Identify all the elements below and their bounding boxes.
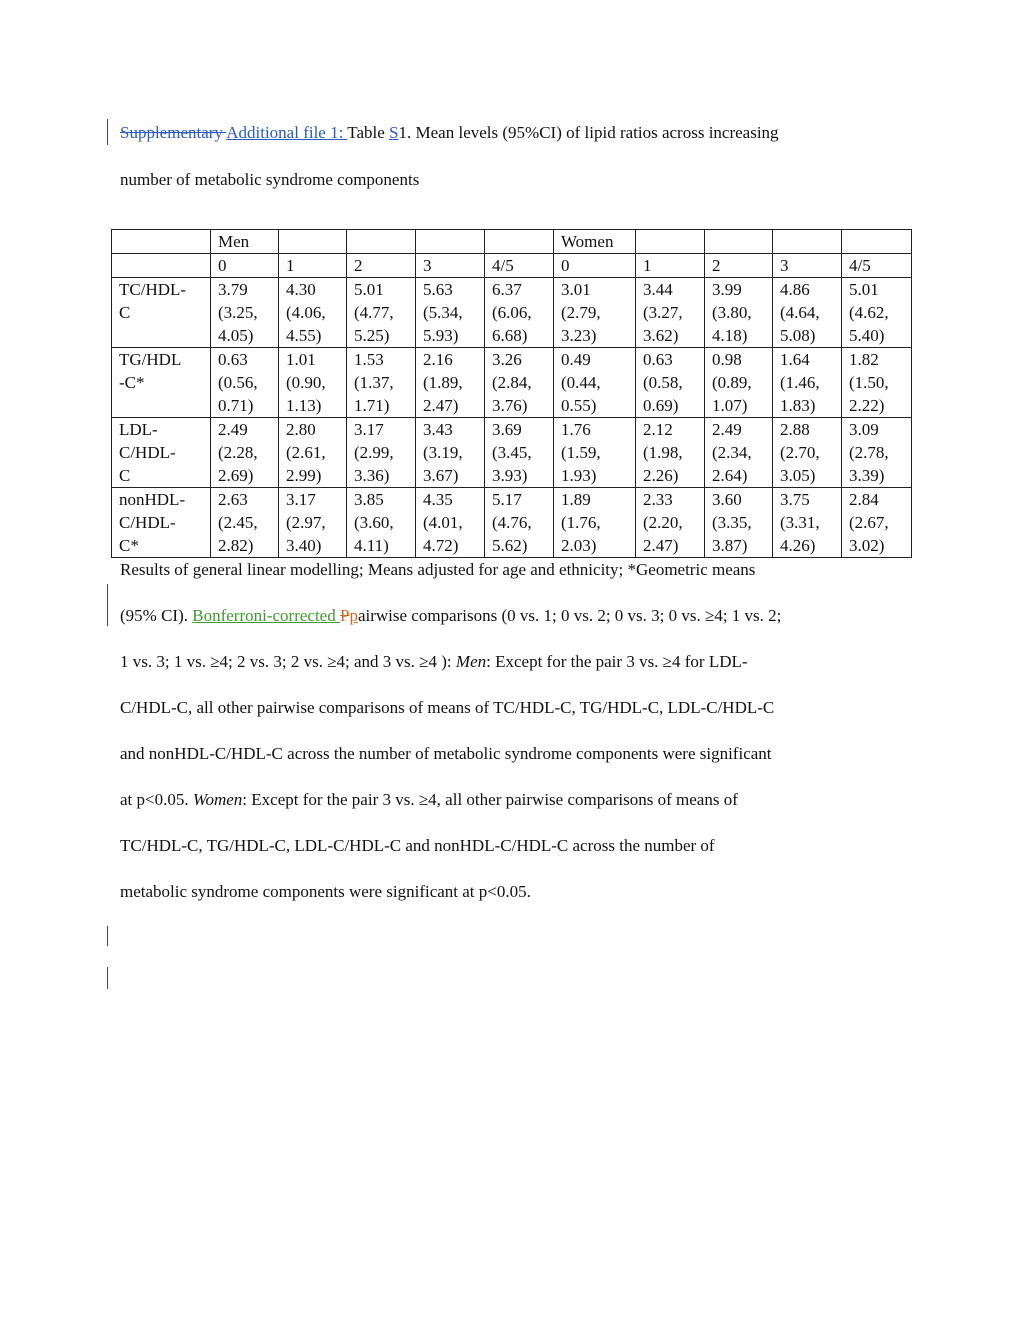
cell-ci: (1.76, (561, 513, 601, 532)
table-caption-line-1 (120, 123, 779, 143)
header-cell-empty (485, 230, 554, 254)
cell-mean: 3.09 (849, 420, 879, 439)
cell-ci: 4.55) (286, 326, 322, 345)
table-cell (485, 418, 554, 488)
cell-ci: 3.36) (354, 466, 390, 485)
cell-mean: 0.49 (561, 350, 591, 369)
row-label-line: C/HDL- (119, 443, 176, 462)
row-label (112, 348, 211, 418)
table-note-line-6 (120, 790, 738, 810)
cell-ci: (3.60, (354, 513, 394, 532)
cell-ci: 2.47) (643, 536, 679, 555)
cell-ci: (1.98, (643, 443, 683, 462)
row-label-line: TG/HDL (119, 350, 182, 369)
header-cell-empty (773, 230, 842, 254)
cell-ci: (1.37, (354, 373, 394, 392)
cell-ci: 5.40) (849, 326, 885, 345)
table-cell (211, 278, 279, 348)
cell-ci: (2.79, (561, 303, 601, 322)
note-italic-men: Men (455, 652, 487, 671)
cell-mean: 1.64 (780, 350, 810, 369)
row-label (112, 418, 211, 488)
table-cell (705, 418, 773, 488)
column-header: 0 (554, 254, 636, 278)
table-cell (554, 418, 636, 488)
cell-ci: (3.45, (492, 443, 532, 462)
header-cell-empty (705, 230, 773, 254)
cell-ci: 1.13) (286, 396, 322, 415)
table-cell (279, 278, 347, 348)
row-label-line: LDL- (119, 420, 158, 439)
cell-ci: 3.05) (780, 466, 816, 485)
header-cell-men: Men (211, 230, 279, 254)
header-cell-women: Women (554, 230, 636, 254)
group-header-row (112, 230, 912, 254)
cell-ci: (2.67, (849, 513, 889, 532)
cell-ci: 6.68) (492, 326, 528, 345)
cell-ci: 4.05) (218, 326, 254, 345)
tracked-insertion: p (349, 606, 358, 625)
cell-ci: (4.76, (492, 513, 532, 532)
cell-mean: 2.33 (643, 490, 673, 509)
cell-mean: 4.30 (286, 280, 316, 299)
cell-ci: 1.07) (712, 396, 748, 415)
column-header-row (112, 254, 912, 278)
cell-mean: 2.63 (218, 490, 248, 509)
cell-mean: 2.84 (849, 490, 879, 509)
tracked-insertion: Bonferroni-corrected (192, 606, 340, 625)
table-cell (636, 348, 705, 418)
cell-ci: 0.71) (218, 396, 254, 415)
cell-ci: (0.89, (712, 373, 752, 392)
table-cell (636, 488, 705, 558)
column-header: 3 (773, 254, 842, 278)
cell-ci: (2.99, (354, 443, 394, 462)
cell-ci: 0.55) (561, 396, 597, 415)
cell-mean: 3.17 (354, 420, 384, 439)
note-italic-women: Women (192, 790, 243, 809)
cell-mean: 4.35 (423, 490, 453, 509)
cell-ci: 3.93) (492, 466, 528, 485)
table-cell (842, 488, 912, 558)
header-cell-empty (636, 230, 705, 254)
cell-ci: 2.03) (561, 536, 597, 555)
cell-mean: 0.98 (712, 350, 742, 369)
table-cell (485, 488, 554, 558)
cell-ci: 2.99) (286, 466, 322, 485)
row-label-line: nonHDL- (119, 490, 186, 509)
column-header: 1 (636, 254, 705, 278)
cell-ci: 1.83) (780, 396, 816, 415)
lipid-ratio-table (111, 229, 912, 558)
row-label-line: C (119, 466, 131, 485)
cell-ci: 0.69) (643, 396, 679, 415)
cell-ci: 1.93) (561, 466, 597, 485)
cell-ci: 3.02) (849, 536, 885, 555)
cell-ci: 2.47) (423, 396, 459, 415)
column-header: 4/5 (842, 254, 912, 278)
cell-ci: (5.34, (423, 303, 463, 322)
table-cell (485, 278, 554, 348)
table-cell (636, 278, 705, 348)
table-cell (279, 348, 347, 418)
table-caption-line-2: number of metabolic syndrome components (120, 170, 420, 189)
table-cell (842, 418, 912, 488)
note-text: airwise comparisons (0 vs. 1; 0 vs. 2; 0 vs. 3; 0 vs. ≥4; 1 vs. 2; (357, 606, 782, 625)
row-label-line: TC/HDL- (119, 280, 187, 299)
cell-mean: 1.82 (849, 350, 879, 369)
table-row (112, 278, 912, 348)
cell-ci: 5.93) (423, 326, 459, 345)
cell-ci: (2.20, (643, 513, 683, 532)
table-cell (211, 488, 279, 558)
cell-ci: (2.84, (492, 373, 532, 392)
cell-ci: (1.89, (423, 373, 463, 392)
cell-ci: (2.61, (286, 443, 326, 462)
table-note-line-5: and nonHDL-C/HDL-C across the number of metabolic syndrome components were significant (120, 744, 772, 763)
row-label-line: C* (119, 536, 139, 555)
table-row (112, 348, 912, 418)
cell-ci: (2.78, (849, 443, 889, 462)
cell-ci: (3.80, (712, 303, 752, 322)
note-text: (95% CI). (120, 606, 193, 625)
change-bar (107, 584, 108, 626)
column-header: 1 (279, 254, 347, 278)
table-cell (211, 348, 279, 418)
cell-ci: (4.77, (354, 303, 394, 322)
cell-mean: 2.88 (780, 420, 810, 439)
table-cell (773, 278, 842, 348)
cell-mean: 3.60 (712, 490, 742, 509)
cell-ci: 2.22) (849, 396, 885, 415)
cell-mean: 2.49 (712, 420, 742, 439)
table-cell (347, 348, 416, 418)
cell-ci: (3.27, (643, 303, 683, 322)
column-header: 3 (416, 254, 485, 278)
column-header: 2 (347, 254, 416, 278)
cell-ci: 2.26) (643, 466, 679, 485)
table-row (112, 418, 912, 488)
cell-mean: 1.01 (286, 350, 316, 369)
cell-mean: 1.53 (354, 350, 384, 369)
header-cell-empty (112, 230, 211, 254)
cell-mean: 2.12 (643, 420, 673, 439)
note-text: 1 vs. 3; 1 vs. ≥4; 2 vs. 3; 2 vs. ≥4; and 3 vs. ≥4 ): (120, 652, 456, 671)
note-text: : Except for the pair 3 vs. ≥4 for LDL- (486, 652, 748, 671)
cell-ci: 4.18) (712, 326, 748, 345)
table-cell (554, 488, 636, 558)
cell-ci: 4.72) (423, 536, 459, 555)
cell-ci: (4.62, (849, 303, 889, 322)
cell-ci: 3.23) (561, 326, 597, 345)
table-cell (347, 488, 416, 558)
cell-mean: 2.16 (423, 350, 453, 369)
cell-ci: 3.62) (643, 326, 679, 345)
note-text: at p<0.05. (120, 790, 193, 809)
table-cell (211, 418, 279, 488)
note-text: : Except for the pair 3 vs. ≥4, all other pairwise comparisons of means of (242, 790, 738, 809)
row-label-line: -C* (119, 373, 145, 392)
row-label (112, 278, 211, 348)
cell-ci: 2.64) (712, 466, 748, 485)
cell-ci: (4.64, (780, 303, 820, 322)
cell-mean: 1.89 (561, 490, 591, 509)
change-bar (107, 967, 108, 989)
table-cell (416, 278, 485, 348)
cell-ci: (2.28, (218, 443, 258, 462)
cell-mean: 3.75 (780, 490, 810, 509)
table-cell (554, 348, 636, 418)
cell-ci: (3.35, (712, 513, 752, 532)
cell-ci: 2.82) (218, 536, 254, 555)
cell-ci: (3.31, (780, 513, 820, 532)
cell-ci: 5.62) (492, 536, 528, 555)
table-cell (416, 488, 485, 558)
table-cell (485, 348, 554, 418)
cell-mean: 5.17 (492, 490, 522, 509)
cell-ci: 3.39) (849, 466, 885, 485)
row-label-line: C/HDL- (119, 513, 176, 532)
cell-ci: (2.34, (712, 443, 752, 462)
cell-ci: (6.06, (492, 303, 532, 322)
table-cell (279, 418, 347, 488)
table-cell (279, 488, 347, 558)
cell-mean: 3.26 (492, 350, 522, 369)
cell-ci: (4.06, (286, 303, 326, 322)
table-note-line-3 (120, 652, 748, 672)
cell-mean: 3.99 (712, 280, 742, 299)
table-note-line-2 (120, 606, 781, 626)
cell-ci: (0.56, (218, 373, 258, 392)
change-bar (107, 119, 108, 145)
header-cell-empty (842, 230, 912, 254)
cell-mean: 6.37 (492, 280, 522, 299)
cell-ci: (0.44, (561, 373, 601, 392)
caption-text: Table (347, 123, 390, 142)
tracked-deletion: P (339, 606, 350, 625)
table-note-line-1: Results of general linear modelling; Means adjusted for age and ethnicity; *Geometric means (120, 560, 756, 579)
row-label (112, 488, 211, 558)
cell-ci: (3.25, (218, 303, 258, 322)
cell-ci: (1.46, (780, 373, 820, 392)
cell-ci: (2.97, (286, 513, 326, 532)
cell-ci: (1.59, (561, 443, 601, 462)
cell-mean: 5.63 (423, 280, 453, 299)
cell-mean: 3.43 (423, 420, 453, 439)
table-cell (773, 348, 842, 418)
cell-mean: 1.76 (561, 420, 591, 439)
table-note-line-7: TC/HDL-C, TG/HDL-C, LDL-C/HDL-C and nonHDL-C/HDL-C across the number of (120, 836, 715, 855)
cell-ci: (2.45, (218, 513, 258, 532)
cell-ci: 1.71) (354, 396, 390, 415)
cell-mean: 4.86 (780, 280, 810, 299)
cell-mean: 0.63 (643, 350, 673, 369)
table-cell (842, 278, 912, 348)
cell-mean: 0.63 (218, 350, 248, 369)
cell-ci: 4.26) (780, 536, 816, 555)
cell-mean: 5.01 (354, 280, 384, 299)
table-note-line-8: metabolic syndrome components were significant at p<0.05. (120, 882, 531, 901)
cell-ci: 5.08) (780, 326, 816, 345)
table-cell (416, 418, 485, 488)
column-header: 0 (211, 254, 279, 278)
cell-ci: 3.87) (712, 536, 748, 555)
cell-ci: (3.19, (423, 443, 463, 462)
table-cell (773, 488, 842, 558)
table-note-line-4: C/HDL-C, all other pairwise comparisons of means of TC/HDL-C, TG/HDL-C, LDL-C/HDL-C (120, 698, 775, 717)
table-cell (842, 348, 912, 418)
tracked-insertion-s: S (389, 123, 399, 142)
cell-ci: 4.11) (354, 536, 389, 555)
cell-mean: 3.17 (286, 490, 316, 509)
cell-ci: 3.40) (286, 536, 322, 555)
table-row (112, 488, 912, 558)
table-cell (773, 418, 842, 488)
caption-text: 1. Mean levels (95%CI) of lipid ratios across increasing (398, 123, 779, 142)
table-cell (705, 488, 773, 558)
cell-ci: (4.01, (423, 513, 463, 532)
change-bar (107, 926, 108, 946)
column-header (112, 254, 211, 278)
cell-ci: (0.58, (643, 373, 683, 392)
header-cell-empty (347, 230, 416, 254)
cell-mean: 3.01 (561, 280, 591, 299)
header-cell-empty (279, 230, 347, 254)
cell-ci: 3.67) (423, 466, 459, 485)
column-header: 4/5 (485, 254, 554, 278)
table-cell (636, 418, 705, 488)
row-label-line: C (119, 303, 131, 322)
table-cell (347, 418, 416, 488)
table-cell (705, 348, 773, 418)
cell-mean: 2.80 (286, 420, 316, 439)
cell-ci: 2.69) (218, 466, 254, 485)
cell-mean: 3.69 (492, 420, 522, 439)
column-header: 2 (705, 254, 773, 278)
tracked-deletion: Supplementary (120, 123, 227, 142)
table-cell (705, 278, 773, 348)
header-cell-empty (416, 230, 485, 254)
cell-mean: 3.85 (354, 490, 384, 509)
table-cell (554, 278, 636, 348)
cell-mean: 3.79 (218, 280, 248, 299)
cell-mean: 5.01 (849, 280, 879, 299)
tracked-insertion: Additional file 1: (226, 123, 348, 142)
table-cell (416, 348, 485, 418)
cell-ci: 3.76) (492, 396, 528, 415)
table-cell (347, 278, 416, 348)
cell-mean: 3.44 (643, 280, 673, 299)
cell-mean: 2.49 (218, 420, 248, 439)
cell-ci: 5.25) (354, 326, 390, 345)
cell-ci: (0.90, (286, 373, 326, 392)
cell-ci: (2.70, (780, 443, 820, 462)
cell-ci: (1.50, (849, 373, 889, 392)
